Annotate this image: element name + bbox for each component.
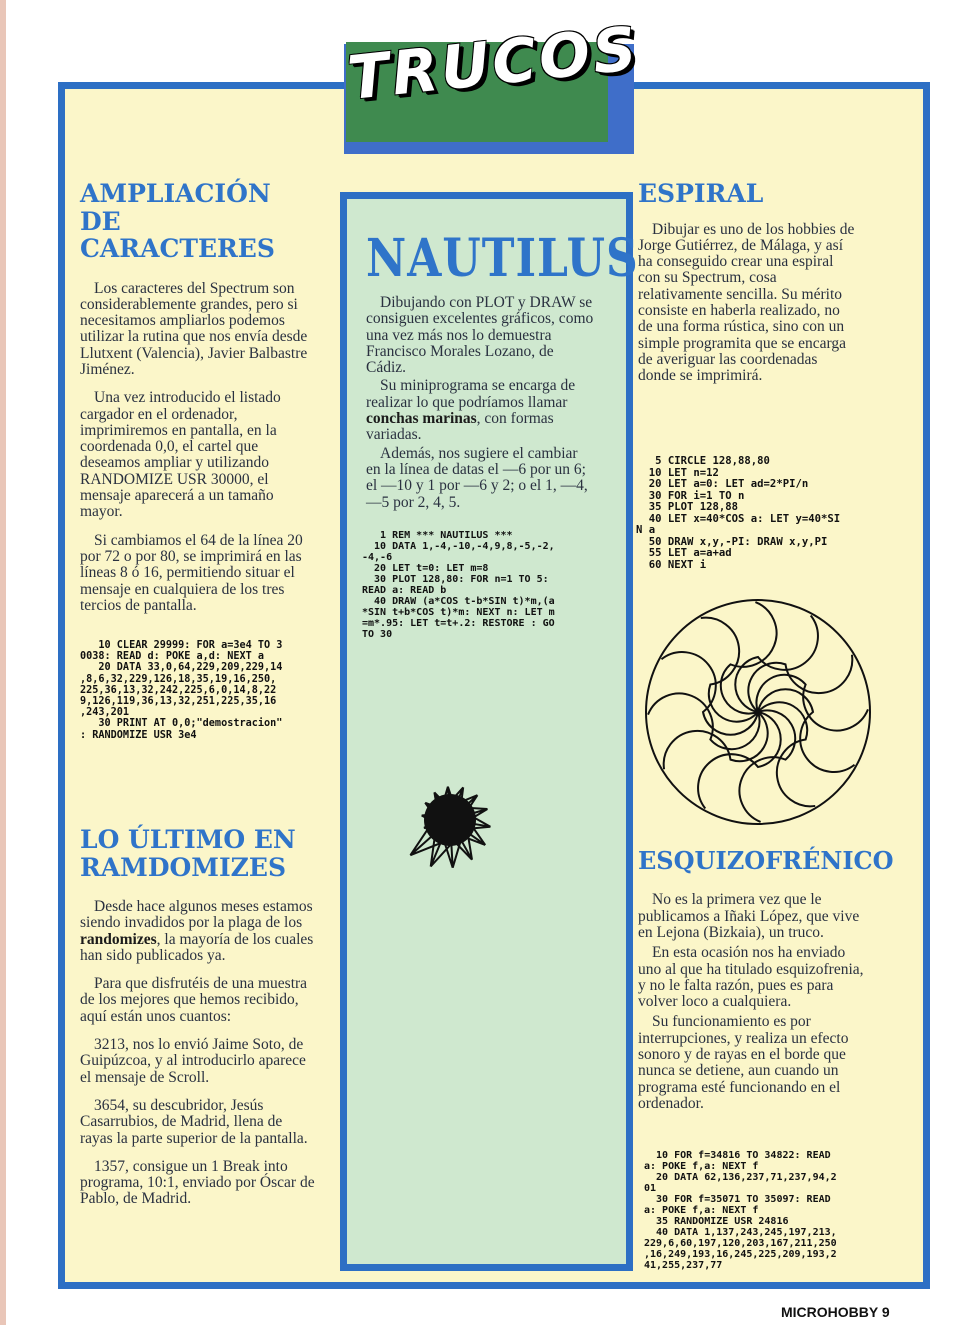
ampliacion-paragraph: Si cambiamos el 64 de la línea 20 por 72 o por 80, se imprimirá en las líneas 8 ó 16, permitiendo situar el mensaje en cualquiera de los tres tercios de pantalla. xyxy=(80,531,303,614)
nautilus-paragraph: Dibujando con PLOT y DRAW se consiguen excelentes gráficos, como una vez más nos lo demuestra Francisco Morales Lozano, de Cádiz. xyxy=(366,294,594,377)
ultimo-paragraph: 3654, su descubridor, Jesús Casarrubios, de Madrid, llena de rayas la parte superior de la pantalla. xyxy=(80,1096,308,1147)
esquizo-code: 10 FOR f=34816 TO 34822: READ a: POKE f,a: NEXT f 20 DATA 62,136,237,71,237,94,2 01 30 FOR f=35071 TO 35097: READ a: POKE f,a: NEXT f 35 RANDOMIZE USR 24816 40 DATA 1,137,243,245,197,213, 229,6,60,197,120,203,167,211,250 ,16,249,193,16,245,225,209,193,2 41,255,237,77 xyxy=(644,1150,837,1271)
nautilus-section xyxy=(366,228,639,523)
ultimo-title: LO ÚLTIMO EN RAMDOMIZES xyxy=(80,825,296,882)
espiral-paragraph: Dibujar es uno de los hobbies de Jorge Gutiérrez, de Málaga, y así ha conseguido crear una espiral con su Spectrum, cosa relativamente sencilla. Su mérito consiste en haberla realizado, no de una forma rústica, sino con un simple programita que se encarga de averiguar las coordenadas donde se imprimirá. xyxy=(638,220,855,385)
page-footer: MICROHOBBY 9 xyxy=(781,1304,890,1320)
nautilus-title: NAUTILUS xyxy=(366,228,639,290)
esquizo-title: ESQUIZOFRÉNICO xyxy=(638,846,894,875)
ultimo-paragraph: 3213, nos lo envió Jaime Soto, de Guipúzcoa, y al introducirlo aparece el mensaje de Scroll. xyxy=(80,1036,306,1086)
trucos-logo: TRUCOS xyxy=(344,13,643,114)
nautilus-text: , con formas variadas. xyxy=(366,410,554,444)
ampliacion-title: AMPLIACIÓN DE CARACTERES xyxy=(80,179,275,263)
ultimo-bold: randomizes xyxy=(80,930,157,948)
ultimo-paragraph xyxy=(80,899,316,964)
ultimo-paragraph: 1357, consigue un 1 Break into programa, 10:1, enviado por Óscar de Pablo, de Madrid. xyxy=(80,1157,315,1208)
espiral-drawing xyxy=(638,592,878,832)
nautilus-center xyxy=(424,794,476,846)
ultimo-section xyxy=(80,826,316,1220)
nautilus-drawing xyxy=(338,660,598,1040)
esquizo-paragraph: No es la primera vez que le publicamos a Iñaki López, que vive en Lejona (Bizkaia), un truco. xyxy=(638,891,860,941)
ultimo-text: , la mayoría de los cuales han sido publicados ya. xyxy=(80,930,314,964)
espiral-title: ESPIRAL xyxy=(638,179,764,208)
esquizo-paragraph: En esta ocasión nos ha enviado uno al que ha titulado esquizofrenia, y no le falta razón, pues es para volver loco a cualquiera. xyxy=(638,944,864,1011)
ampliacion-code: 10 CLEAR 29999: FOR a=3e4 TO 3 0038: READ d: POKE a,d: NEXT a 20 DATA 33,0,64,229,209,229,14 ,8,6,32,229,126,18,35,19,16,250, 225,36,13,32,242,225,6,0,14,8,22 9,126,119,36,13,32,251,225,35,16 ,243,201 30 PRINT AT 0,0;"demostracion" : RANDOMIZE USR 3e4 xyxy=(80,640,283,741)
ampliacion-paragraph: Una vez introducido el listado cargador en el ordenador, imprimiremos en pantalla, en la coordenada 0,0, el cartel que deseamos ampliar y utilizando RANDOMIZE USR 30000, el mensaje aparecerá a un tamaño mayor. xyxy=(80,389,281,521)
espiral-section xyxy=(638,180,858,396)
nautilus-text: Su miniprograma se encarga de realizar lo que podríamos llamar xyxy=(366,377,576,411)
ampliacion-section xyxy=(80,180,316,626)
nautilus-bold: conchas marinas xyxy=(366,410,477,428)
esquizo-section xyxy=(638,846,894,1124)
nautilus-code: 1 REM *** NAUTILUS *** 10 DATA 1,-4,-10,-4,9,8,-5,-2, -4,-6 20 LET t=0: LET m=8 30 PLOT 128,80: FOR n=1 TO 5: READ a: READ b 40 DRAW (a*COS t-b*SIN t)*m,(a *SIN t+b*COS t)*m: NEXT n: LET m =m*.95: LET t=t+.2: RESTORE : GO TO 30 xyxy=(362,530,555,640)
ampliacion-paragraph: Los caracteres del Spectrum son considerablemente grandes, pero si necesitamos ampliarlos podemos utilizar la rutina que nos envía desde Llutxent (Valencia), Javier Balbastre Jiménez. xyxy=(80,279,308,378)
ultimo-paragraph: Para que disfrutéis de una muestra de los mejores que hemos recibido, aquí están unos cuantos: xyxy=(80,975,308,1025)
esquizo-paragraph: Su funcionamiento es por interrupciones, y realiza un efecto sonoro y de rayas en el borde que nunca se detiene, aun cuando un programa esté funcionando en el ordenador. xyxy=(638,1013,849,1112)
ultimo-text: Desde hace algunos meses estamos siendo invadidos por la plaga de los xyxy=(80,898,313,932)
nautilus-paragraph xyxy=(366,378,596,443)
page-edge xyxy=(0,0,6,1325)
espiral-code: 5 CIRCLE 128,88,80 10 LET n=12 20 LET a=0: LET ad=2*PI/n 30 FOR i=1 TO n 35 PLOT 128,88 40 LET x=40*COS a: LET y=40*SI N a 50 DRAW x,y,-PI: DRAW x,y,PI 55 LET a=a+ad 60 NEXT i xyxy=(636,455,841,571)
nautilus-paragraph: Además, nos sugiere el cambiar en la línea de datas el —6 por un 6; el —10 y 1 por —6 y 2; o el 1, —4, —5 por 2, 4, 5. xyxy=(366,444,588,511)
